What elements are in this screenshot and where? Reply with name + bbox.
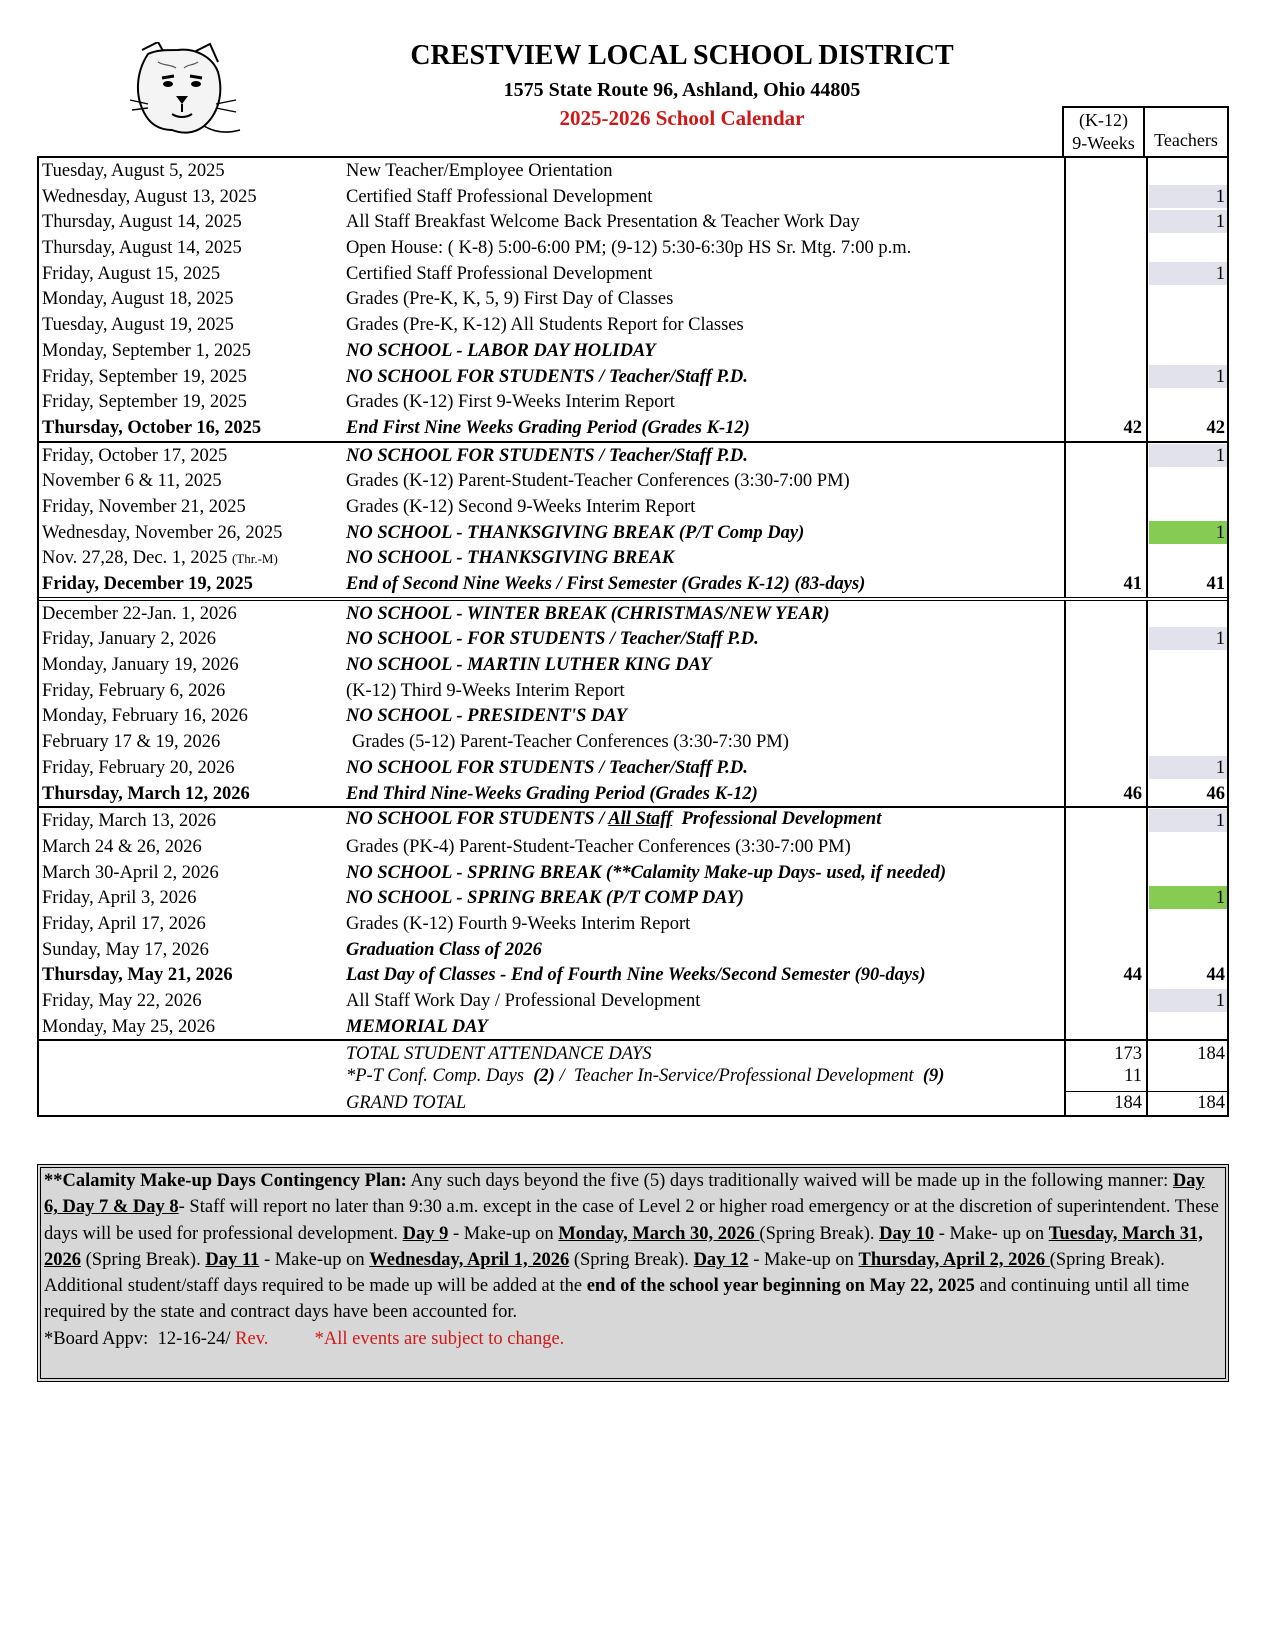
calendar-section-q4 — [39, 806, 1227, 1039]
calendar-row — [39, 885, 1227, 911]
row-date: December 22-Jan. 1, 2026 — [42, 603, 237, 624]
calendar-row — [39, 652, 1227, 678]
total-attendance-teachers: 184 — [1197, 1044, 1225, 1065]
plan-day-range: Day 6, Day 7 & Day 8 — [44, 1171, 1205, 1218]
row-9weeks-days: 44 — [1123, 965, 1142, 986]
calendar-section-q2 — [39, 441, 1227, 597]
plan-day: Day 10 — [879, 1223, 935, 1244]
grand-total-teachers: 184 — [1197, 1093, 1225, 1114]
row-date-text: Nov. 27,28, Dec. 1, 2025 — [42, 548, 228, 569]
row-date: Tuesday, August 5, 2025 — [42, 161, 225, 181]
calendar-row — [39, 988, 1227, 1014]
row-date: Friday, February 6, 2026 — [42, 680, 226, 701]
calendar-row — [39, 911, 1227, 937]
row-date: Monday, May 25, 2026 — [42, 1016, 215, 1037]
row-date: Wednesday, November 26, 2025 — [42, 522, 283, 543]
row-event: All Staff Work Day / Professional Development — [346, 991, 701, 1011]
row-9weeks-days: 41 — [1123, 574, 1142, 594]
row-date: Friday, November 21, 2025 — [42, 496, 246, 517]
row-date: Thursday, August 14, 2025 — [42, 238, 242, 259]
row-event: NO SCHOOL - SPRING BREAK (P/T COMP DAY) — [346, 888, 744, 909]
row-date: Tuesday, August 19, 2025 — [42, 315, 234, 336]
row-event: Open House: ( K-8) 5:00-6:00 PM; (9-12) 5:30-6:30p HS Sr. Mtg. 7:00 p.m. — [346, 238, 912, 259]
row-event: NO SCHOOL - PRESIDENT'S DAY — [346, 706, 627, 727]
row-date: Monday, August 18, 2025 — [42, 289, 234, 310]
calendar-row — [39, 286, 1227, 312]
row-date — [42, 548, 278, 569]
row-date: Friday, March 13, 2026 — [42, 811, 217, 832]
row-date: Friday, April 17, 2026 — [42, 913, 206, 934]
row-event: New Teacher/Employee Orientation — [346, 161, 613, 181]
district-name: CRESTVIEW LOCAL SCHOOL DISTRICT — [410, 40, 954, 71]
row-event: Certified Staff Professional Development — [346, 186, 653, 207]
row-date: Friday, January 2, 2026 — [42, 629, 217, 650]
plan-text: - Make-up on — [259, 1249, 370, 1270]
row-event: NO SCHOOL - MARTIN LUTHER KING DAY — [346, 655, 712, 676]
row-date: Sunday, May 17, 2026 — [42, 939, 209, 960]
row-date: Friday, September 19, 2025 — [42, 366, 247, 387]
row-event-all-staff: All Staff — [608, 809, 673, 830]
row-teacher-days: 1 — [1149, 809, 1227, 832]
calamity-plan-text — [44, 1168, 1222, 1326]
row-teacher-days: 1 — [1149, 989, 1227, 1012]
plan-date: Tuesday, March 31, 2026 — [44, 1223, 1203, 1270]
calendar-title: 2025-2026 School Calendar — [559, 106, 805, 130]
calendar-row — [39, 834, 1227, 860]
row-teacher-days: 1 — [1149, 365, 1227, 388]
row-event: NO SCHOOL - THANKSGIVING BREAK — [346, 548, 675, 569]
row-date: March 30-April 2, 2026 — [42, 862, 219, 883]
calendar-row — [39, 520, 1227, 546]
calendar-row — [39, 364, 1227, 390]
row-event: (K-12) Third 9-Weeks Interim Report — [346, 680, 625, 701]
row-9weeks-days: 46 — [1123, 783, 1142, 804]
row-date: Friday, April 3, 2026 — [42, 888, 197, 909]
calendar-row — [39, 808, 1227, 834]
calendar-table — [37, 156, 1229, 1117]
calendar-row — [39, 545, 1227, 571]
board-approval: *Board Appv: 12-16-24/ — [44, 1328, 236, 1349]
row-event: End Third Nine-Weeks Grading Period (Grades K-12) — [346, 783, 758, 804]
row-date: Friday, September 19, 2025 — [42, 392, 247, 413]
column-header-k12-line1: (K-12) — [1079, 110, 1128, 130]
inservice-days-count: (9) — [922, 1066, 945, 1087]
row-date: Friday, December 19, 2025 — [42, 574, 253, 594]
row-teacher-days: 1 — [1149, 756, 1227, 779]
grand-total-divider — [1064, 1091, 1227, 1092]
plan-text: - Staff will report no later than 9:30 a.m. except in the case of Level 2 or higher road emergency or at the discretion of superintendent. These days will be used for professional development. — [44, 1197, 1219, 1244]
plan-text: (Spring Break). — [81, 1249, 206, 1270]
row-teacher-days: 1 — [1149, 521, 1227, 544]
plan-text: - Make-up on — [748, 1249, 859, 1270]
calendar-row — [39, 937, 1227, 963]
plan-text: (Spring Break). — [569, 1249, 694, 1270]
row-date-note: (Thr.-M) — [231, 551, 278, 567]
row-event: Grades (K-12) Second 9-Weeks Interim Report — [346, 496, 696, 517]
row-event: Grades (Pre-K, K-12) All Students Report for Classes — [346, 315, 744, 336]
row-event: End of Second Nine Weeks / First Semester (Grades K-12) (83-days) — [346, 574, 866, 594]
plan-date: Thursday, April 2, 2026 — [858, 1249, 1050, 1270]
row-date: Thursday, March 12, 2026 — [42, 783, 250, 804]
calendar-row — [39, 678, 1227, 704]
plan-date: Monday, March 30, 2026 — [558, 1223, 760, 1244]
row-event: NO SCHOOL - WINTER BREAK (CHRISTMAS/NEW YEAR) — [346, 603, 830, 624]
row-date: Wednesday, August 13, 2025 — [42, 186, 257, 207]
calendar-row — [39, 703, 1227, 729]
comp-days-count: (2) — [533, 1066, 555, 1087]
calamity-plan-box — [37, 1164, 1229, 1382]
row-9weeks-days: 42 — [1123, 417, 1142, 438]
row-event: NO SCHOOL - SPRING BREAK (**Calamity Make-up Days- used, if needed) — [346, 862, 947, 883]
row-date: March 24 & 26, 2026 — [42, 836, 202, 857]
plan-text: (Spring Break). Additional student/staff days required to be made up will be added at the — [44, 1249, 1165, 1297]
calendar-row — [39, 571, 1227, 597]
calamity-plan-heading: **Calamity Make-up Days Contingency Plan: — [44, 1171, 407, 1191]
calendar-row — [39, 755, 1227, 781]
comp-days-label — [346, 1066, 944, 1087]
cougar-mascot-logo — [128, 42, 244, 142]
calendar-row — [39, 389, 1227, 415]
row-event: Grades (5-12) Parent-Teacher Conferences (3:30-7:30 PM) — [352, 732, 789, 753]
row-event-part: Professional Development — [672, 809, 882, 830]
plan-text: - Make- up on — [934, 1223, 1049, 1244]
plan-date: Wednesday, April 1, 2026 — [369, 1249, 570, 1270]
calendar-row — [39, 1014, 1227, 1040]
calendar-row — [39, 261, 1227, 287]
revision-note: Rev. — [235, 1328, 269, 1349]
calendar-section-q1 — [39, 158, 1227, 441]
row-event: All Staff Breakfast Welcome Back Presentation & Teacher Work Day — [346, 212, 860, 233]
row-date: February 17 & 19, 2026 — [42, 732, 221, 753]
plan-day: Day 9 — [402, 1223, 449, 1244]
row-event: Grades (K-12) Fourth 9-Weeks Interim Report — [346, 913, 691, 934]
calendar-row — [39, 415, 1227, 441]
plan-end-of-year: end of the school year beginning on May 22, 2025 — [586, 1276, 975, 1297]
plan-day: Day 11 — [205, 1249, 260, 1270]
row-date: Thursday, October 16, 2025 — [42, 417, 262, 438]
row-date: Monday, February 16, 2026 — [42, 706, 248, 727]
calendar-row — [39, 601, 1227, 627]
column-header-k12-line2: 9-Weeks — [1072, 133, 1135, 153]
calendar-section-q3 — [39, 597, 1227, 807]
row-teacher-days: 44 — [1206, 965, 1225, 986]
calendar-row — [39, 468, 1227, 494]
column-header-k12 — [1064, 108, 1145, 156]
row-teacher-days: 1 — [1149, 627, 1227, 650]
calendar-row — [39, 443, 1227, 469]
row-date: Friday, August 15, 2025 — [42, 263, 221, 284]
row-event: End First Nine Weeks Grading Period (Grades K-12) — [346, 417, 750, 438]
calendar-row — [39, 962, 1227, 988]
row-event: MEMORIAL DAY — [346, 1016, 488, 1037]
row-event: Grades (K-12) Parent-Student-Teacher Conferences (3:30-7:00 PM) — [346, 471, 850, 492]
row-teacher-days: 1 — [1149, 185, 1227, 208]
calendar-row — [39, 860, 1227, 886]
district-address: 1575 State Route 96, Ashland, Ohio 44805 — [503, 79, 861, 101]
row-event: Grades (PK-4) Parent-Student-Teacher Conferences (3:30-7:00 PM) — [346, 836, 851, 857]
calendar-row — [39, 494, 1227, 520]
row-event: NO SCHOOL - FOR STUDENTS / Teacher/Staff P.D. — [346, 629, 759, 650]
calendar-row — [39, 158, 1227, 184]
calendar-row — [39, 781, 1227, 807]
comp-days-9weeks: 11 — [1124, 1066, 1142, 1087]
plan-text: Any such days beyond the five (5) days traditionally waived will be made up in the following manner: — [406, 1171, 1173, 1191]
row-date: Monday, January 19, 2026 — [42, 655, 239, 676]
row-event-part: NO SCHOOL FOR STUDENTS / — [346, 809, 609, 830]
plan-text: and continuing until all time required by the state and contract days have been accounted for. — [44, 1276, 1190, 1323]
plan-text: - Make-up on — [448, 1223, 559, 1244]
row-event: NO SCHOOL - THANKSGIVING BREAK (P/T Comp Day) — [346, 522, 805, 543]
row-teacher-days: 41 — [1206, 574, 1225, 594]
row-event: Certified Staff Professional Development — [346, 263, 653, 284]
plan-day: Day 12 — [693, 1249, 749, 1270]
row-teacher-days: 1 — [1149, 444, 1227, 467]
row-event: Grades (K-12) First 9-Weeks Interim Report — [346, 392, 675, 413]
grand-total-9weeks: 184 — [1114, 1093, 1142, 1114]
row-event: NO SCHOOL FOR STUDENTS / Teacher/Staff P.D. — [346, 366, 748, 387]
calendar-row — [39, 626, 1227, 652]
comp-days-label-part: / Teacher In-Service/Professional Development — [554, 1066, 923, 1087]
column-header — [1062, 106, 1229, 156]
row-date: Friday, October 17, 2025 — [42, 445, 228, 466]
calendar-row — [39, 209, 1227, 235]
row-date: November 6 & 11, 2025 — [42, 471, 222, 492]
column-header-teachers: Teachers — [1154, 130, 1218, 150]
row-event: Graduation Class of 2026 — [346, 939, 542, 960]
calendar-row — [39, 235, 1227, 261]
total-attendance-9weeks: 173 — [1114, 1044, 1142, 1065]
row-teacher-days: 46 — [1206, 783, 1225, 804]
row-date: Monday, September 1, 2025 — [42, 340, 251, 361]
row-date: Thursday, August 14, 2025 — [42, 212, 242, 233]
comp-days-label-part: *P-T Conf. Comp. Days — [346, 1066, 534, 1087]
change-disclaimer: *All events are subject to change. — [314, 1328, 565, 1349]
row-event: NO SCHOOL FOR STUDENTS / Teacher/Staff P.D. — [346, 445, 748, 466]
row-teacher-days: 1 — [1149, 210, 1227, 233]
plan-text: (Spring Break). — [759, 1223, 880, 1244]
total-attendance-label: TOTAL STUDENT ATTENDANCE DAYS — [346, 1044, 652, 1065]
row-event: Last Day of Classes - End of Fourth Nine Weeks/Second Semester (90-days) — [346, 965, 926, 986]
grand-total-label: GRAND TOTAL — [346, 1093, 467, 1114]
totals-section — [39, 1039, 1227, 1115]
row-event: Grades (Pre-K, K, 5, 9) First Day of Classes — [346, 289, 674, 310]
row-date: Friday, February 20, 2026 — [42, 757, 235, 778]
row-event — [346, 809, 881, 830]
calendar-row — [39, 184, 1227, 210]
row-event: NO SCHOOL - LABOR DAY HOLIDAY — [346, 340, 656, 361]
row-date: Thursday, May 21, 2026 — [42, 965, 233, 986]
row-teacher-days: 42 — [1206, 417, 1225, 438]
calendar-row — [39, 338, 1227, 364]
row-event: NO SCHOOL FOR STUDENTS / Teacher/Staff P.D. — [346, 757, 748, 778]
board-approval-line — [44, 1326, 1222, 1352]
row-teacher-days: 1 — [1149, 886, 1227, 909]
row-teacher-days: 1 — [1149, 262, 1227, 285]
calendar-row — [39, 312, 1227, 338]
row-date: Friday, May 22, 2026 — [42, 991, 202, 1011]
calendar-row — [39, 729, 1227, 755]
